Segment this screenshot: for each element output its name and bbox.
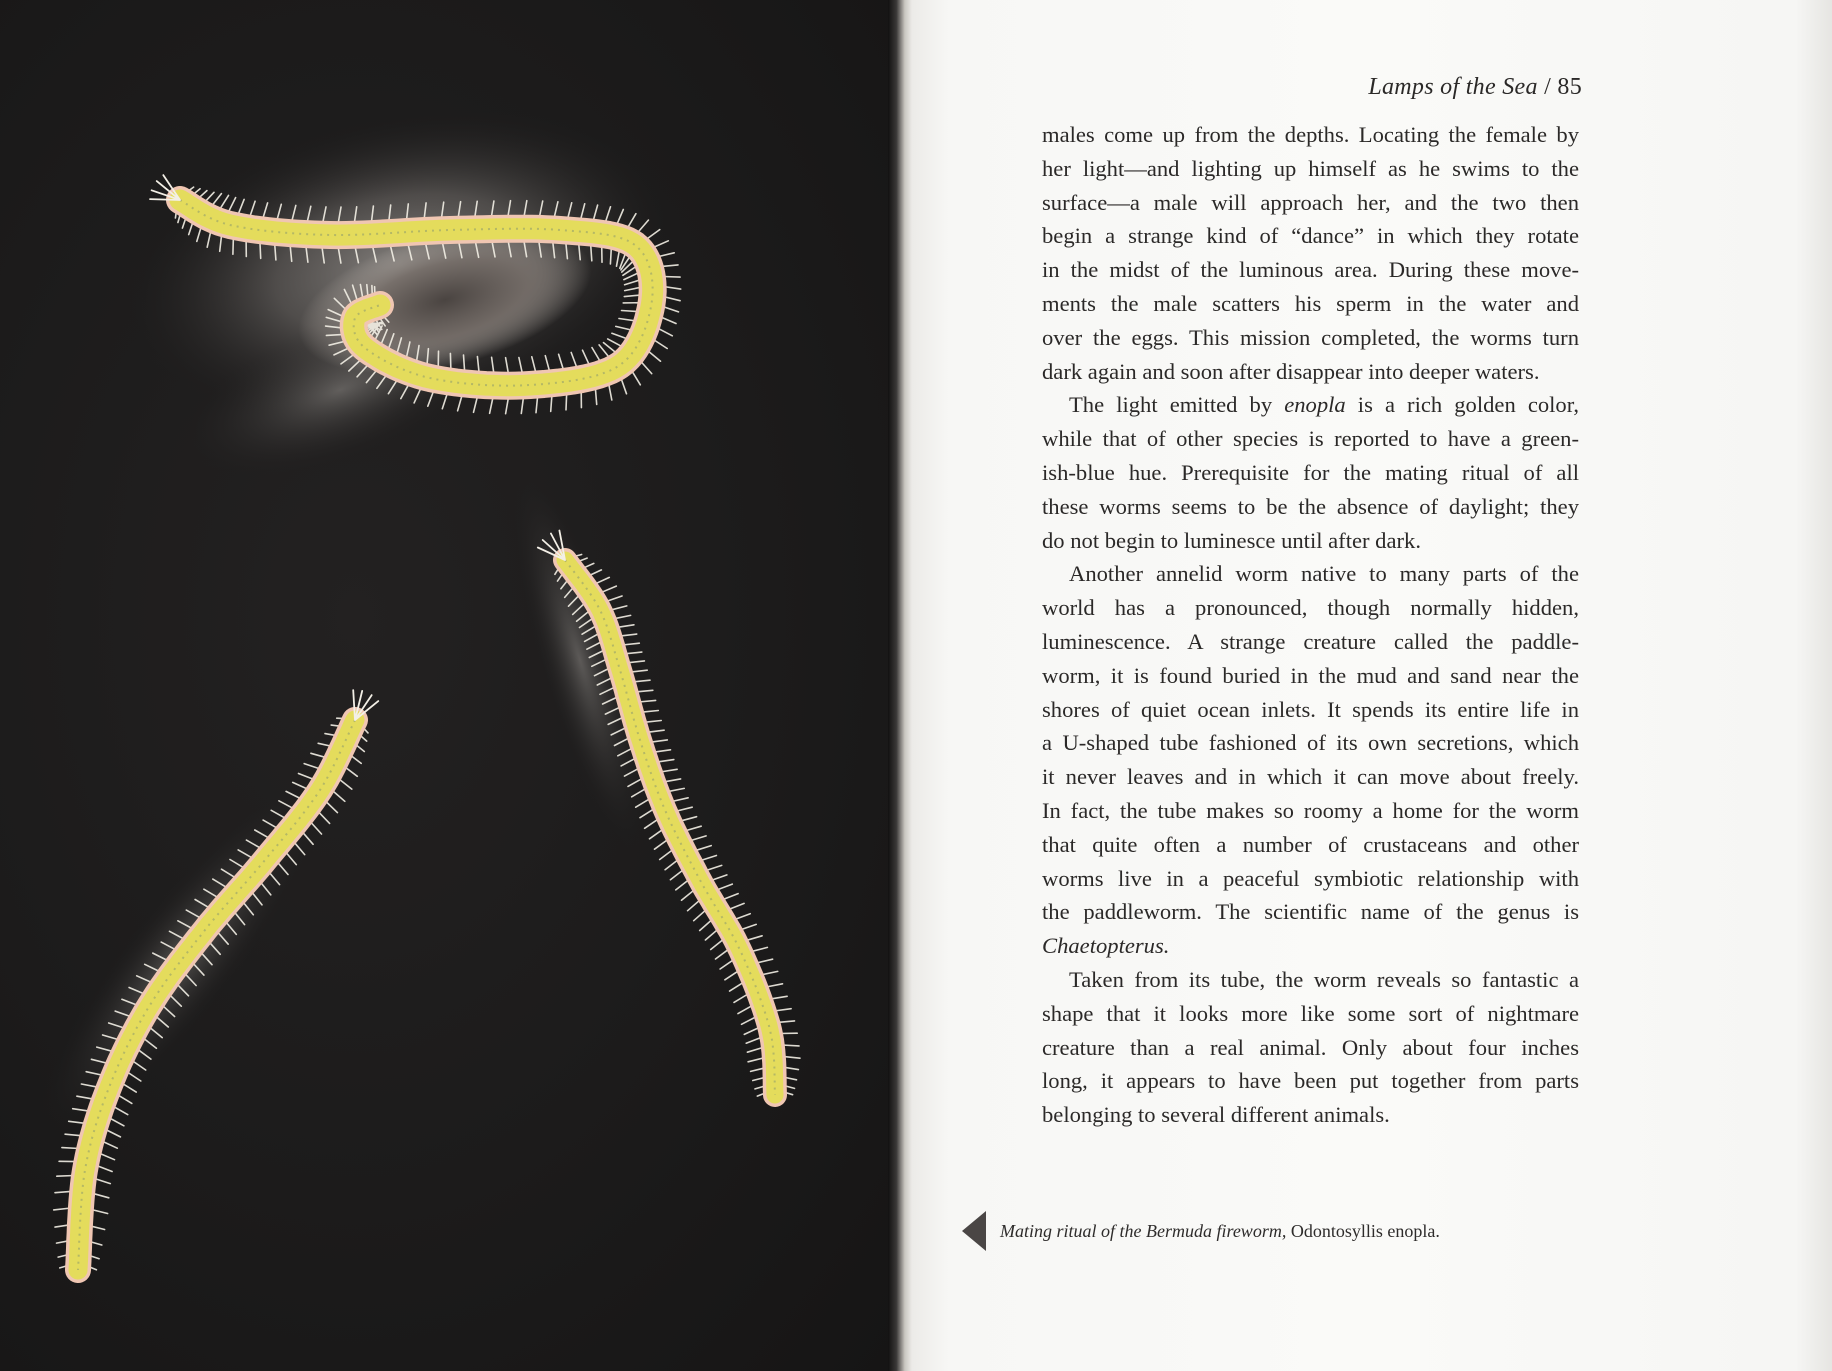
running-head-title: Lamps of the Sea <box>1368 74 1538 100</box>
text-line: in the midst of the luminous area. During these move- <box>1042 257 1579 283</box>
text-line: creature than a real animal. Only about four inches <box>1042 1034 1579 1060</box>
illustration-plate <box>0 0 888 1371</box>
fireworm-illustration <box>0 0 888 1371</box>
text-line: belonging to several different animals. <box>1042 1102 1390 1128</box>
text-line: begin a strange kind of “dance” in which they rotate <box>1042 223 1579 249</box>
text-line: these worms seems to be the absence of daylight; they <box>1042 493 1579 519</box>
running-head <box>1368 74 1582 101</box>
text-line: while that of other species is reported to have a green- <box>1042 426 1579 452</box>
text-line: Taken from its tube, the worm reveals so fantastic a <box>1069 966 1579 992</box>
text-line: ish-blue hue. Prerequisite for the mating ritual of all <box>1042 459 1579 485</box>
running-head-separator: / <box>1544 74 1552 100</box>
text-line: The light emitted by enopla is a rich golden color, <box>1069 392 1579 418</box>
text-line: In fact, the tube makes so roomy a home for the worm <box>1042 797 1579 823</box>
genus-name: Chaetopterus. <box>1042 933 1170 959</box>
caption-text: Mating ritual of the Bermuda fireworm, Odontosyllis enopla. <box>1000 1220 1440 1241</box>
text-line: that quite often a number of crustaceans and other <box>1042 831 1579 857</box>
text-line: luminescence. A strange creature called the paddle- <box>1042 628 1579 654</box>
text-line: shape that it looks more like some sort of nightmare <box>1042 1000 1579 1026</box>
text-line: world has a pronounced, though normally hidden, <box>1042 595 1579 621</box>
text-line: a U-shaped tube fashioned of its own secretions, which <box>1042 730 1579 756</box>
text-line: surface—a male will approach her, and the two then <box>1042 189 1579 215</box>
text-line: the paddleworm. The scientific name of the genus is <box>1042 899 1579 925</box>
figure-caption <box>962 1212 1440 1250</box>
text-line: it never leaves and in which it can move about freely. <box>1042 764 1579 790</box>
text-line: dark again and soon after disappear into deeper waters. <box>1042 358 1540 384</box>
text-line: ments the male scatters his sperm in the water and <box>1042 290 1579 316</box>
text-line: shores of quiet ocean inlets. It spends its entire life in <box>1042 696 1579 722</box>
arrow-left-icon <box>962 1211 986 1251</box>
text-line: long, it appears to have been put together from parts <box>1042 1068 1579 1094</box>
text-line: her light—and lighting up himself as he swims to the <box>1042 155 1579 181</box>
body-text <box>1042 118 1579 1132</box>
book-gutter <box>888 0 912 1371</box>
text-line <box>1042 929 1579 963</box>
text-line: Another annelid worm native to many parts of the <box>1069 561 1579 587</box>
text-line: worm, it is found buried in the mud and sand near the <box>1042 662 1579 688</box>
species-name: enopla <box>1284 392 1346 418</box>
text-line: do not begin to luminesce until after dark. <box>1042 527 1421 553</box>
text-page <box>912 0 1832 1371</box>
page-number: 85 <box>1557 74 1582 100</box>
text-line: over the eggs. This mission completed, the worms turn <box>1042 324 1579 350</box>
text-line: worms live in a peaceful symbiotic relationship with <box>1042 865 1579 891</box>
text-line: males come up from the depths. Locating the female by <box>1042 122 1579 147</box>
